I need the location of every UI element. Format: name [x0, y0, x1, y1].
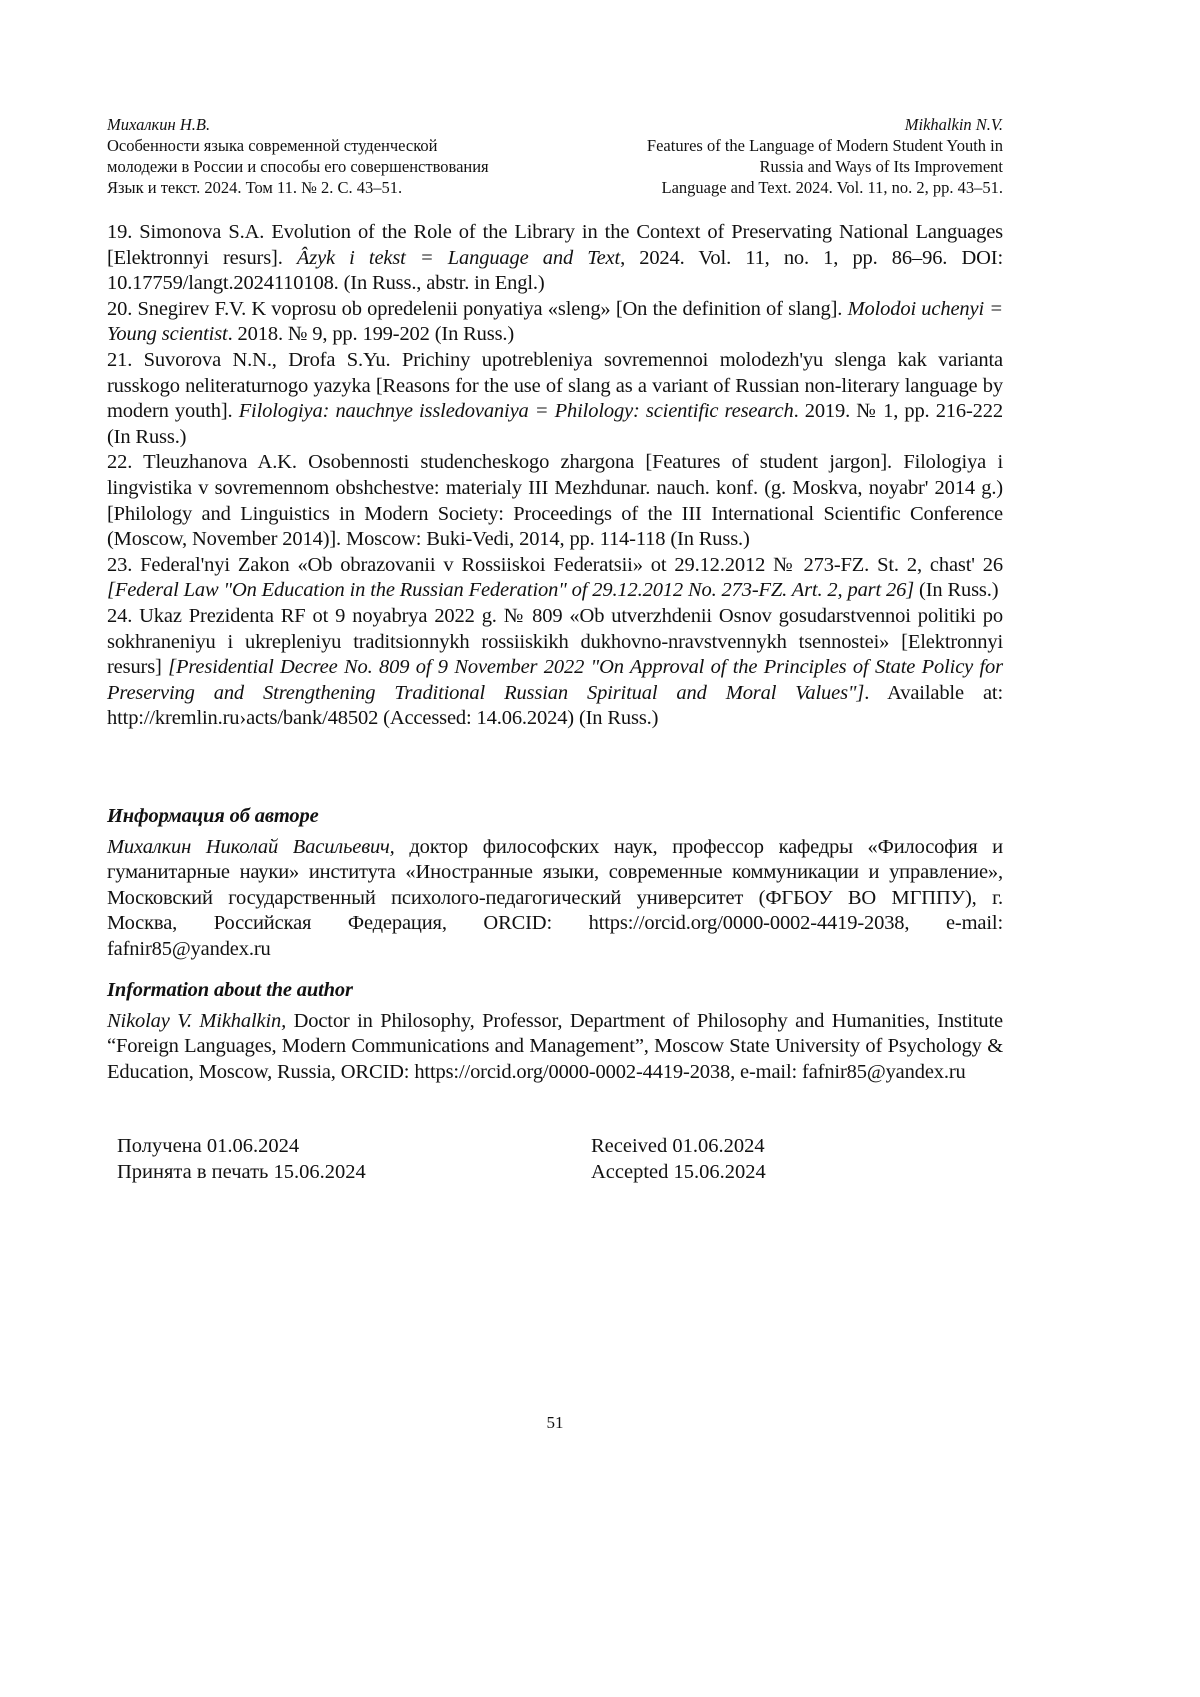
- dates-en: [591, 1133, 766, 1185]
- running-header-ru: [107, 114, 489, 198]
- reference-text: . 2018. № 9, pp. 199-202 (In Russ.): [228, 323, 515, 345]
- reference-item: [107, 348, 1003, 450]
- author-info-ru-text: [107, 835, 1003, 963]
- reference-item: [107, 450, 1003, 552]
- reference-list: [107, 220, 1003, 732]
- header-title-ru-2: молодежи в России и способы его совершенствования: [107, 156, 489, 177]
- reference-item: [107, 553, 1003, 604]
- reference-text: 22. Tleuzhanova A.K. Osobennosti studencheskogo zhargona [Features of student jargon]. Filologiya i lingvistika v sovremennom obshchestve: materialy III Mezhdunar. nauch. konf. (g. Moskva, noyabr' 2014 g.) [Philology and Linguistics in Modern Society: Proceedings of the III International Scientific Conference (Moscow, November 2014)]. Moscow: Buki-Vedi, 2014, pp. 114-118 (In Russ.): [107, 451, 1003, 550]
- reference-text: (In Russ.): [914, 579, 998, 601]
- author-info-ru-heading: Информация об авторе: [107, 804, 1003, 830]
- author-bio-ru: доктор философских наук, профессор кафедры «Философия и гуманитарные науки» института «Иностранные языки, современные коммуникации и управление», Московский государственный психолого-педагогический университет (ФГБОУ ВО МГППУ), г. Москва, Российская Федерация, ORCID: https://orcid.org/0000-0002-4419-2038, e-mail: fafnir85@yandex.ru: [107, 836, 1003, 960]
- dates-ru: [117, 1133, 366, 1185]
- reference-text: 23. Federal'nyi Zakon «Ob obrazovanii v Rossiiskoi Federatsii» ot 29.12.2012 № 273-FZ. St. 2, chast' 26: [107, 554, 1003, 576]
- author-info-ru: [107, 804, 1003, 963]
- reference-source-italic: [Federal Law "On Education in the Russian Federation" of 29.12.2012 No. 273-FZ. Art. 2, part 26]: [107, 579, 914, 601]
- page-number: 51: [0, 1413, 1110, 1433]
- accepted-date-en: Accepted 15.06.2024: [591, 1159, 766, 1185]
- reference-text: 21. Suvorova N.N., Drofa S.Yu. Prichiny upotrebleniya sovremennoi molodezh'yu slenga kak varianta russkogo neliteraturnogo yazyka [Reasons for the use of slang as a variant of Russian non-literary language by modern youth].: [107, 349, 1003, 422]
- author-bio-en: Doctor in Philosophy, Professor, Department of Philosophy and Humanities, Institute “Foreign Languages, Modern Communications and Management”, Moscow State University of Psychology & Education, Moscow, Russia, ORCID: https://orcid.org/0000-0002-4419-2038, e-mail: fafnir85@yandex.ru: [107, 1010, 1003, 1083]
- reference-text: 24. Ukaz Prezidenta RF ot 9 noyabrya 2022 g. № 809 «Ob utverzhdenii Osnov gosudarstvennoi politiki po sokhraneniyu i ukrepleniyu traditsionnykh rossiiskikh dukhovno-nravstvennykh tsennostei» [Elektronnyi resurs]: [107, 605, 1003, 678]
- reference-item: [107, 604, 1003, 732]
- reference-source-italic: Filologiya: nauchnye issledovaniya = Philology: scientific research: [239, 400, 794, 422]
- reference-text: . Available at: http://kremlin.ru›acts/bank/48502 (Accessed: 14.06.2024) (In Russ.): [107, 682, 1003, 730]
- reference-item: [107, 220, 1003, 297]
- reference-text: , 2024. Vol. 11, no. 1, pp. 86–96. DOI: 10.17759/langt.2024110108. (In Russ., abstr. in Engl.): [107, 247, 1003, 295]
- accepted-date-ru: Принята в печать 15.06.2024: [117, 1159, 366, 1185]
- author-info-en: [107, 978, 1003, 1085]
- author-info-en-text: [107, 1009, 1003, 1086]
- author-name-ru: Михалкин Николай Васильевич,: [107, 836, 395, 858]
- header-author-ru: Михалкин Н.В.: [107, 114, 489, 135]
- reference-text: 20. Snegirev F.V. K voprosu ob opredelenii ponyatiya «sleng» [On the definition of slang].: [107, 298, 848, 320]
- header-title-ru-1: Особенности языка современной студенческой: [107, 135, 489, 156]
- received-date-en: Received 01.06.2024: [591, 1133, 766, 1159]
- reference-text: 19. Simonova S.A. Evolution of the Role of the Library in the Context of Preservating National Languages [Elektronnyi resurs].: [107, 221, 1003, 269]
- reference-source-italic: [Presidential Decree No. 809 of 9 November 2022 "On Approval of the Principles of State Policy for Preserving and Strengthening Traditional Russian Spiritual and Moral Values"]: [107, 656, 1003, 704]
- reference-source-italic: Molodoi uchenyi = Young scientist: [107, 298, 1003, 346]
- header-title-en-2: Russia and Ways of Its Improvement: [560, 156, 1003, 177]
- header-citation-en: Language and Text. 2024. Vol. 11, no. 2, pp. 43–51.: [560, 177, 1003, 198]
- header-author-en: Mikhalkin N.V.: [560, 114, 1003, 135]
- reference-text: . 2019. № 1, pp. 216-222 (In Russ.): [107, 400, 1003, 448]
- running-header-en: [560, 114, 1003, 198]
- header-citation-ru: Язык и текст. 2024. Том 11. № 2. С. 43–51.: [107, 177, 489, 198]
- reference-source-italic: Âzyk i tekst = Language and Text: [297, 247, 620, 269]
- received-date-ru: Получена 01.06.2024: [117, 1133, 366, 1159]
- author-info-en-heading: Information about the author: [107, 978, 1003, 1004]
- reference-item: [107, 297, 1003, 348]
- author-name-en: Nikolay V. Mikhalkin,: [107, 1010, 286, 1032]
- header-title-en-1: Features of the Language of Modern Student Youth in: [560, 135, 1003, 156]
